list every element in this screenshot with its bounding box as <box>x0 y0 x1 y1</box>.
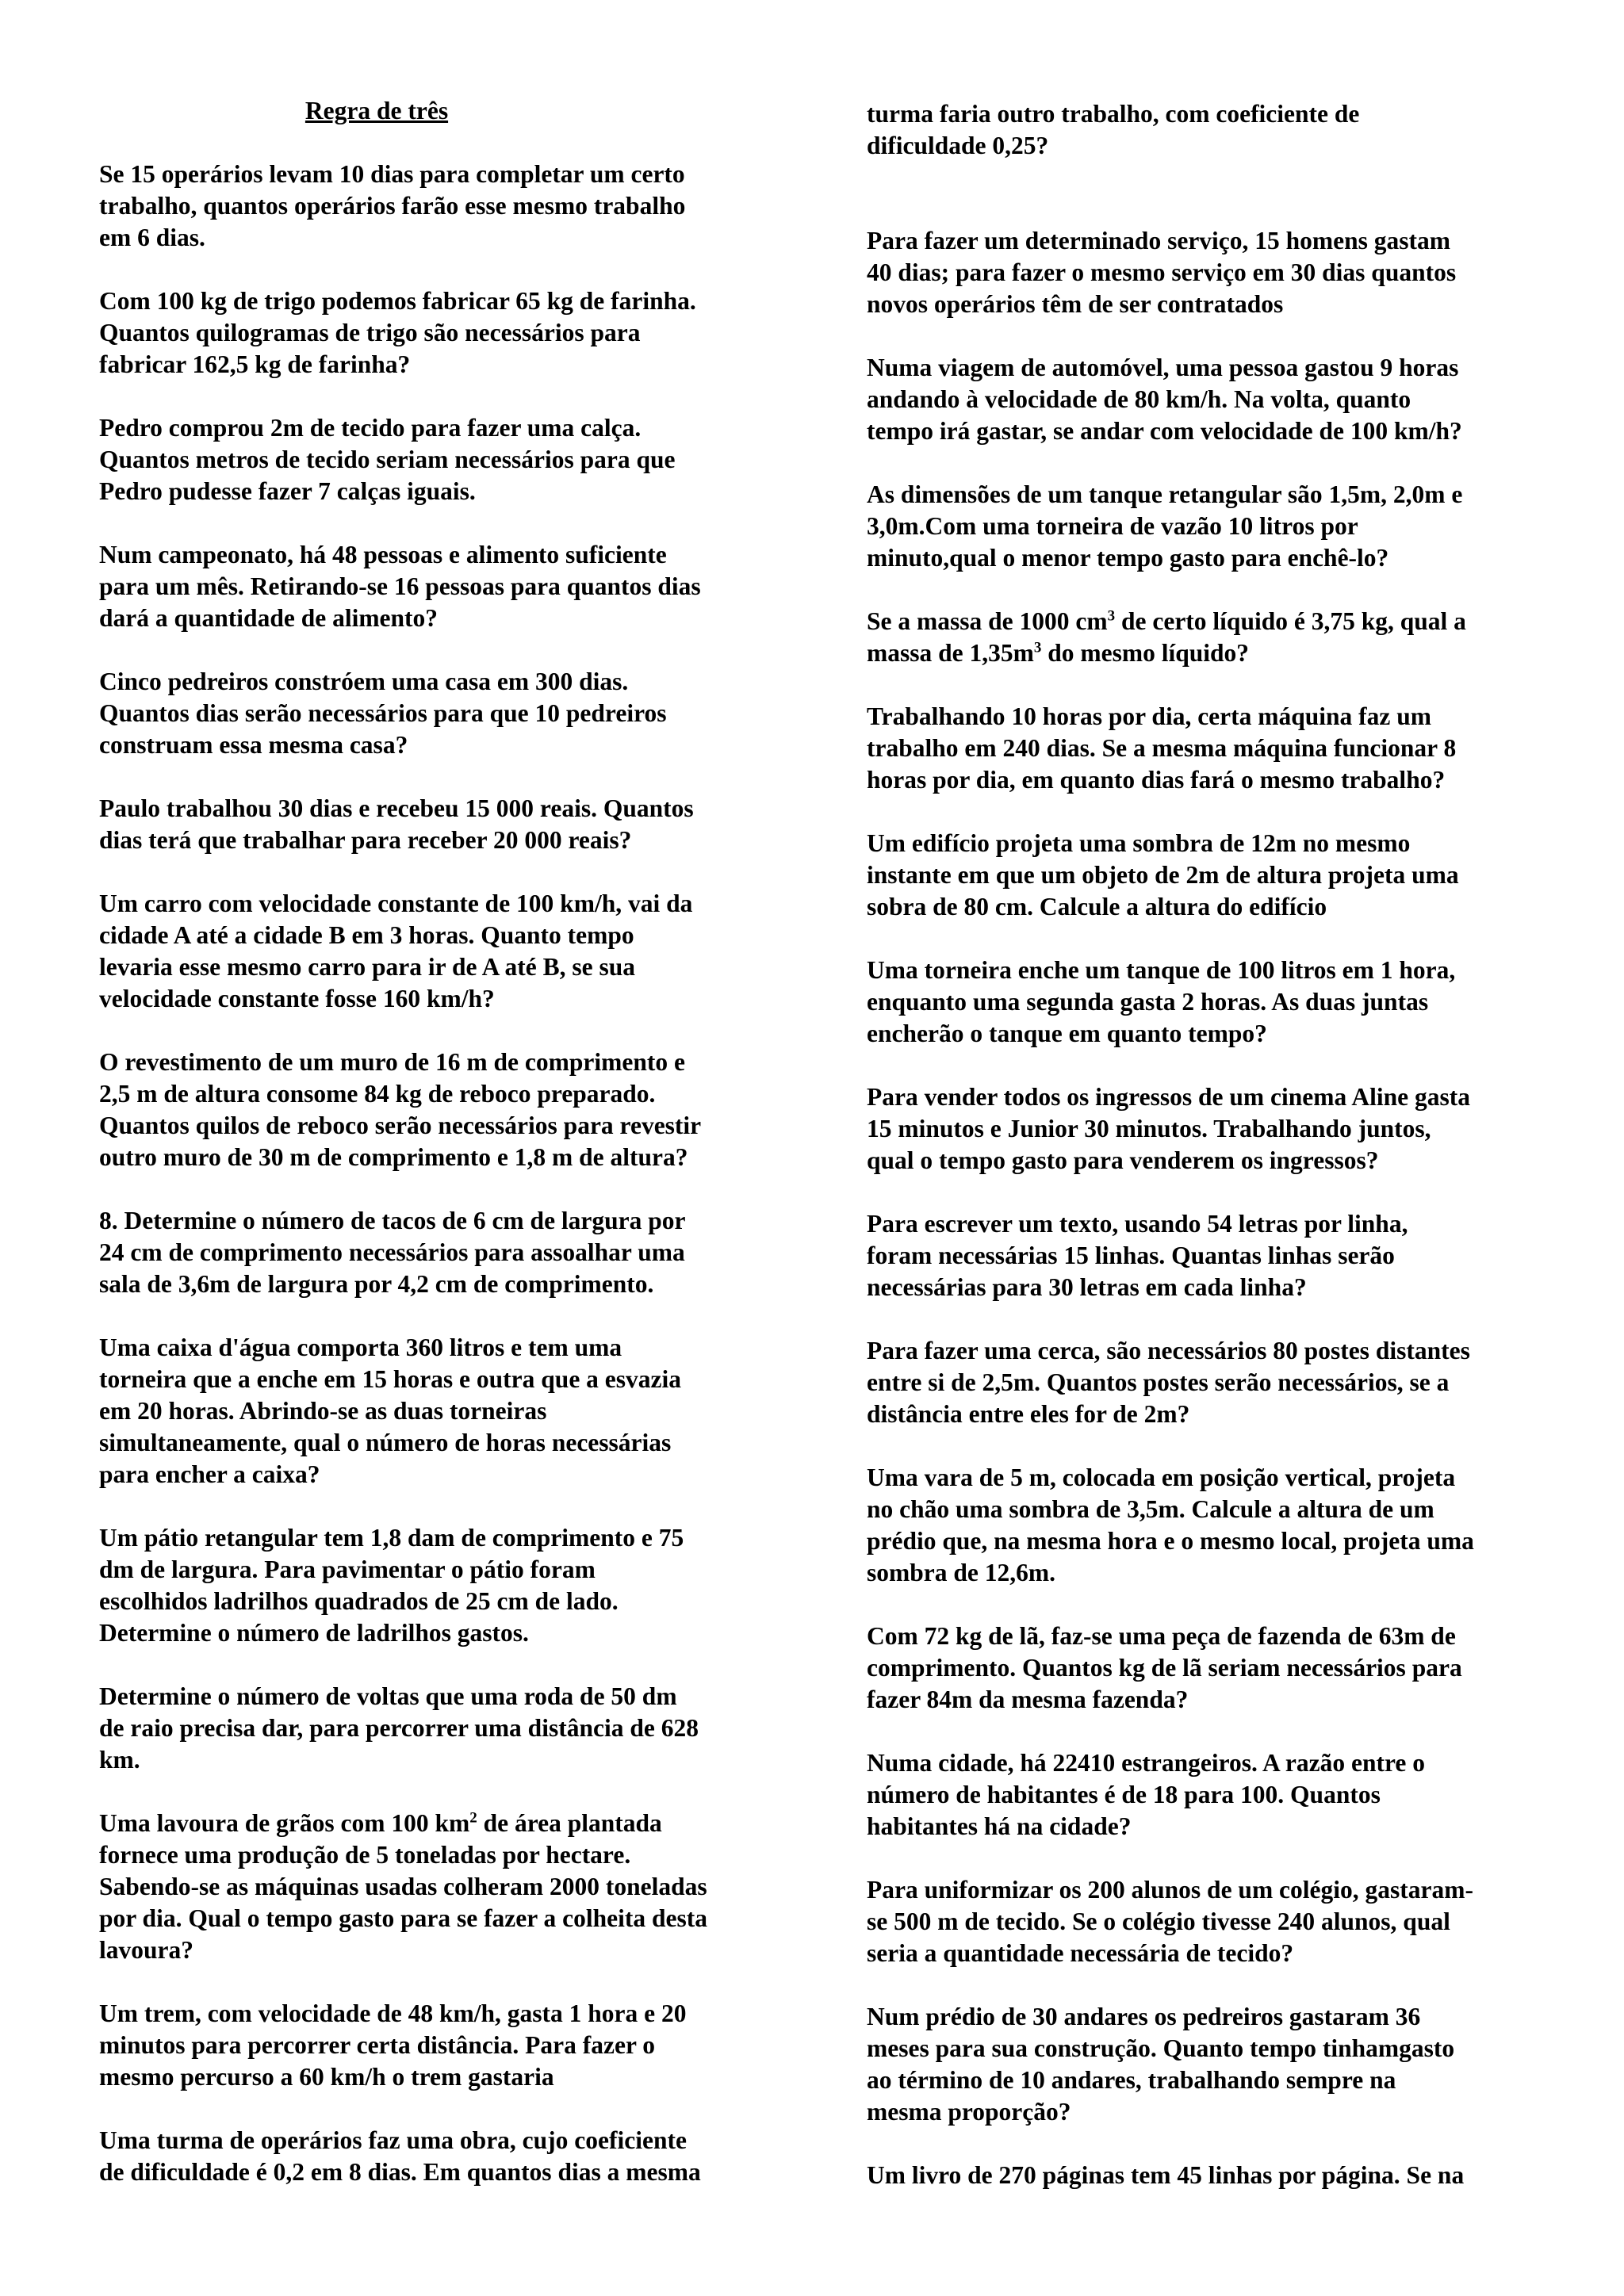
problem-1 <box>99 159 781 254</box>
text-line: minutos para percorrer certa distância. Para fazer o <box>99 2031 655 2059</box>
text-line: entre si de 2,5m. Quantos postes serão necessários, se a <box>867 1368 1450 1396</box>
text-line: se 500 m de tecido. Se o colégio tivesse 240 alunos, qual <box>867 1908 1450 1935</box>
problem-22 <box>867 955 1549 1050</box>
text-line: Pedro pudesse fazer 7 calças iguais. <box>99 477 476 505</box>
text-line: enquanto uma segunda gasta 2 horas. As duas juntas <box>867 988 1429 1016</box>
text-line: Para fazer uma cerca, são necessários 80 postes distantes <box>867 1337 1470 1364</box>
text-line: minuto,qual o menor tempo gasto para enchê-lo? <box>867 544 1389 572</box>
text-line: Num campeonato, há 48 pessoas e alimento suficiente <box>99 541 667 568</box>
text-line: Numa cidade, há 22410 estrangeiros. A razão entre o <box>867 1749 1426 1777</box>
problem-15 <box>99 2125 781 2188</box>
text-line: para um mês. Retirando-se 16 pessoas para quantos dias <box>99 572 701 600</box>
text-line: Um carro com velocidade constante de 100 km/h, vai da <box>99 890 693 917</box>
text-line: turma faria outro trabalho, com coeficiente de <box>867 100 1360 128</box>
text-line: ao término de 10 andares, trabalhando sempre na <box>867 2066 1396 2094</box>
text-line: Com 72 kg de lã, faz-se uma peça de fazenda de 63m de <box>867 1622 1456 1650</box>
text-line: Quantos dias serão necessários para que 10 pedreiros <box>99 699 667 727</box>
text-line: sala de 3,6m de largura por 4,2 cm de comprimento. <box>99 1270 654 1298</box>
problem-24 <box>867 1208 1549 1303</box>
text-line: km. <box>99 1746 140 1774</box>
text-line: foram necessárias 15 linhas. Quantas linhas serão <box>867 1242 1395 1269</box>
text-line: mesma proporção? <box>867 2098 1071 2126</box>
text-line: As dimensões de um tanque retangular são 1,5m, 2,0m e <box>867 480 1463 508</box>
text-line: trabalho em 240 dias. Se a mesma máquina funcionar 8 <box>867 734 1457 762</box>
text-line: em 6 dias. <box>99 224 205 251</box>
text-line: número de habitantes é de 18 para 100. Quantos <box>867 1781 1381 1808</box>
text-line: Determine o número de voltas que uma roda de 50 dm <box>99 1682 677 1710</box>
text-line: Quantos metros de tecido seriam necessários para que <box>99 446 676 473</box>
text-line: Cinco pedreiros constróem uma casa em 300 dias. <box>99 668 629 695</box>
text-line: Um pátio retangular tem 1,8 dam de comprimento e 75 <box>99 1524 684 1552</box>
text-line: Uma lavoura de grãos com 100 $km^2$ de área plantada <box>99 1809 662 1837</box>
text-line: comprimento. Quantos kg de lã seriam necessários para <box>867 1654 1462 1682</box>
text-line: Uma torneira enche um tanque de 100 litros em 1 hora, <box>867 956 1456 984</box>
text-line: sobra de 80 cm. Calcule a altura do edifício <box>867 893 1327 920</box>
text-line: fazer 84m da mesma fazenda? <box>867 1686 1189 1713</box>
problem-11 <box>99 1522 781 1649</box>
text-line: tempo irá gastar, se andar com velocidade de 100 km/h? <box>867 417 1462 445</box>
text-line: massa de $1,35m^3$ do mesmo líquido? <box>867 639 1250 667</box>
text-line: torneira que a enche em 15 horas e outra que a esvazia <box>99 1365 682 1393</box>
text-line: para encher a caixa? <box>99 1460 320 1488</box>
problem-14 <box>99 1998 781 2093</box>
problem-13 <box>99 1808 781 1966</box>
text-line: construam essa mesma casa? <box>99 731 408 759</box>
problem-9 <box>99 1205 781 1300</box>
document-title: Regra de três <box>304 97 449 124</box>
text-line: 8. Determine o número de tacos de 6 cm de largura por <box>99 1207 686 1234</box>
problem-5 <box>99 666 781 761</box>
text-line: velocidade constante fosse 160 km/h? <box>99 985 495 1012</box>
text-line: cidade A até a cidade B em 3 horas. Quanto tempo <box>99 921 634 949</box>
text-line: meses para sua construção. Quanto tempo tinhamgasto <box>867 2034 1455 2062</box>
text-line: Sabendo-se as máquinas usadas colheram 2000 toneladas <box>99 1873 707 1900</box>
text-line: dificuldade 0,25? <box>867 132 1049 159</box>
text-line: encherão o tanque em quanto tempo? <box>867 1020 1267 1047</box>
text-line: Para uniformizar os 200 alunos de um colégio, gastaram- <box>867 1876 1473 1904</box>
text-line: Se a massa de 1000 $cm^3$ de certo líquido é 3,75 kg, qual a <box>867 607 1466 635</box>
text-line: Quantos quilos de reboco serão necessários para revestir <box>99 1112 702 1139</box>
text-line: Com 100 kg de trigo podemos fabricar 65 kg de farinha. <box>99 287 696 315</box>
text-line: mesmo percurso a 60 km/h o trem gastaria <box>99 2063 554 2091</box>
text-line: qual o tempo gasto para venderem os ingressos? <box>867 1146 1379 1174</box>
problem-26 <box>867 1462 1549 1589</box>
text-line: Uma vara de 5 m, colocada em posição vertical, projeta <box>867 1464 1456 1491</box>
problem-continued <box>867 98 1549 162</box>
text-line: fabricar 162,5 kg de farinha? <box>99 350 411 378</box>
problem-19 <box>867 606 1549 669</box>
problem-7 <box>99 888 781 1015</box>
problem-31 <box>867 2160 1549 2191</box>
text-line: 3,0m.Com uma torneira de vazão 10 litros por <box>867 512 1358 540</box>
text-line: Pedro comprou 2m de tecido para fazer uma calça. <box>99 414 642 442</box>
text-line: outro muro de 30 m de comprimento e 1,8 m de altura? <box>99 1143 688 1171</box>
text-line: simultaneamente, qual o número de horas necessárias <box>99 1429 672 1456</box>
text-line: trabalho, quantos operários farão esse mesmo trabalho <box>99 192 686 220</box>
text-line: 15 minutos e Junior 30 minutos. Trabalhando juntos, <box>867 1115 1431 1142</box>
text-line: necessárias para 30 letras em cada linha? <box>867 1273 1307 1301</box>
text-line: horas por dia, em quanto dias fará o mesmo trabalho? <box>867 766 1446 794</box>
text-line: levaria esse mesmo carro para ir de A até B, se sua <box>99 953 635 981</box>
text-line: Se 15 operários levam 10 dias para completar um certo <box>99 160 685 188</box>
text-line: sombra de 12,6m. <box>867 1559 1055 1586</box>
text-line: Numa viagem de automóvel, uma pessoa gastou 9 horas <box>867 354 1459 381</box>
text-line: distância entre eles for de 2m? <box>867 1400 1190 1428</box>
text-line: Para fazer um determinado serviço, 15 homens gastam <box>867 227 1451 254</box>
text-line: Quantos quilogramas de trigo são necessários para <box>99 319 641 346</box>
text-line: Uma turma de operários faz uma obra, cujo coeficiente <box>99 2126 687 2154</box>
text-line: por dia. Qual o tempo gasto para se fazer a colheita desta <box>99 1904 708 1932</box>
text-line: Uma caixa d'água comporta 360 litros e tem uma <box>99 1334 622 1361</box>
text-line: no chão uma sombra de 3,5m. Calcule a altura de um <box>867 1495 1434 1523</box>
text-line: escolhidos ladrilhos quadrados de 25 cm de lado. <box>99 1587 619 1615</box>
problem-25 <box>867 1335 1549 1430</box>
problem-2 <box>99 285 781 381</box>
text-line: dm de largura. Para pavimentar o pátio foram <box>99 1556 596 1583</box>
problem-20 <box>867 701 1549 796</box>
text-line: O revestimento de um muro de 16 m de comprimento e <box>99 1048 685 1076</box>
text-line: dias terá que trabalhar para receber 20 000 reais? <box>99 826 632 854</box>
problem-8 <box>99 1047 781 1173</box>
text-line: seria a quantidade necessária de tecido? <box>867 1939 1294 1967</box>
problem-10 <box>99 1332 781 1490</box>
text-line: fornece uma produção de 5 toneladas por hectare. <box>99 1841 631 1869</box>
problem-12 <box>99 1681 781 1776</box>
text-line: instante em que um objeto de 2m de altura projeta uma <box>867 861 1459 889</box>
text-line: de raio precisa dar, para percorrer uma distância de 628 <box>99 1714 699 1742</box>
text-line: lavoura? <box>99 1936 194 1964</box>
text-line: andando à velocidade de 80 km/h. Na volta, quanto <box>867 385 1411 413</box>
problem-27 <box>867 1621 1549 1716</box>
right-column <box>867 98 1549 2223</box>
text-line: Num prédio de 30 andares os pedreiros gastaram 36 <box>867 2003 1421 2030</box>
text-line: Paulo trabalhou 30 dias e recebeu 15 000 reais. Quantos <box>99 794 694 822</box>
text-line: Trabalhando 10 horas por dia, certa máquina faz um <box>867 702 1432 730</box>
text-line: 24 cm de comprimento necessários para assoalhar uma <box>99 1238 685 1266</box>
problem-18 <box>867 479 1549 574</box>
text-line: Um trem, com velocidade de 48 km/h, gasta 1 hora e 20 <box>99 1999 687 2027</box>
text-line: dará a quantidade de alimento? <box>99 604 439 632</box>
text-line: Para vender todos os ingressos de um cinema Aline gasta <box>867 1083 1470 1111</box>
left-column <box>99 95 781 2220</box>
text-line: Um livro de 270 páginas tem 45 linhas por página. Se na <box>867 2161 1465 2189</box>
text-line: novos operários têm de ser contratados <box>867 290 1284 318</box>
problem-6 <box>99 793 781 856</box>
text-line: 40 dias; para fazer o mesmo serviço em 30 dias quantos <box>867 258 1457 286</box>
problem-29 <box>867 1874 1549 1969</box>
problem-17 <box>867 352 1549 447</box>
text-line: prédio que, na mesma hora e o mesmo local, projeta uma <box>867 1527 1474 1555</box>
text-line: de dificuldade é 0,2 em 8 dias. Em quantos dias a mesma <box>99 2158 701 2186</box>
problem-30 <box>867 2001 1549 2128</box>
problem-23 <box>867 1081 1549 1177</box>
problem-4 <box>99 539 781 634</box>
problem-21 <box>867 828 1549 923</box>
text-line: 2,5 m de altura consome 84 kg de reboco preparado. <box>99 1080 656 1108</box>
text-line: Para escrever um texto, usando 54 letras por linha, <box>867 1210 1408 1238</box>
text-line: em 20 horas. Abrindo-se as duas torneiras <box>99 1397 547 1425</box>
problem-28 <box>867 1747 1549 1843</box>
problem-3 <box>99 412 781 507</box>
problem-16 <box>867 225 1549 320</box>
text-line: Um edifício projeta uma sombra de 12m no mesmo <box>867 829 1411 857</box>
text-line: habitantes há na cidade? <box>867 1812 1132 1840</box>
text-line: Determine o número de ladrilhos gastos. <box>99 1619 529 1647</box>
